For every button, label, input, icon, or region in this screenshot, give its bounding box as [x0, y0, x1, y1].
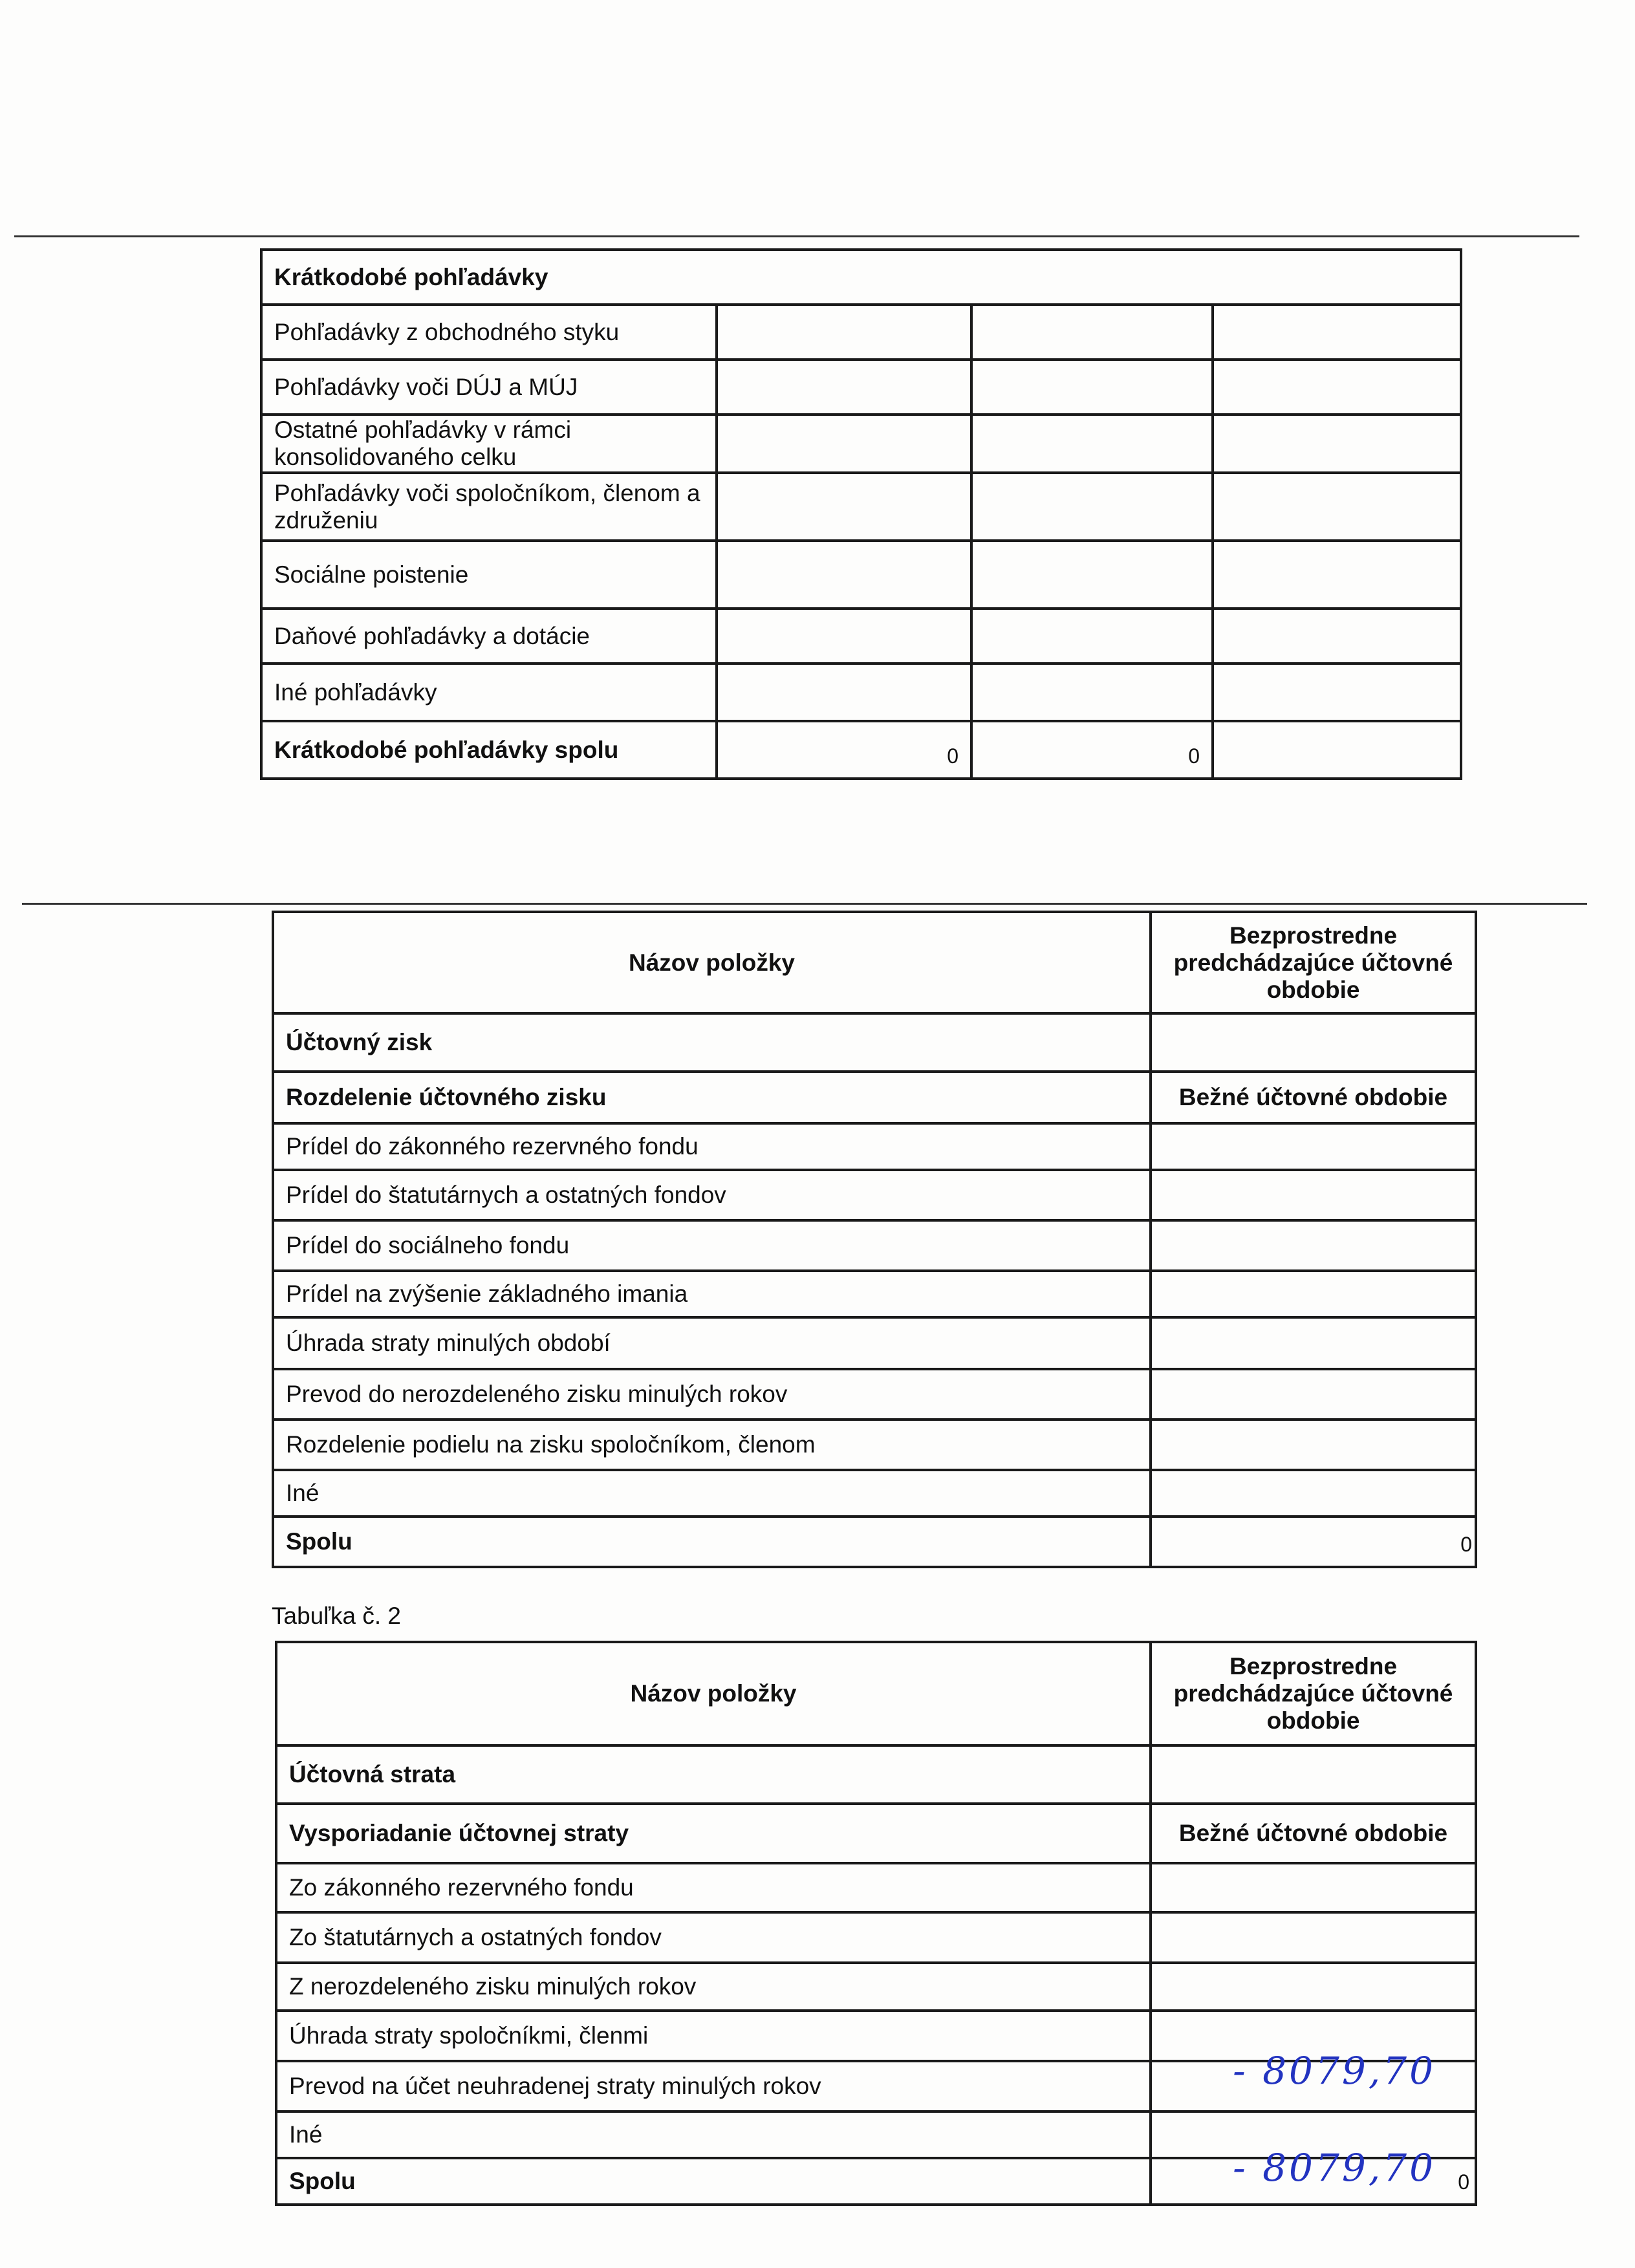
table-row: Prevod na účet neuhradenej straty minulých rokov - 8079,70 — [276, 2061, 1476, 2111]
table-row: Iné — [273, 1470, 1476, 1517]
column-header-name: Názov položky — [276, 1642, 1151, 1745]
loss-label: Účtovná strata — [276, 1745, 1151, 1804]
separator-line — [22, 903, 1587, 905]
table-row: Prídel do sociálneho fondu — [273, 1220, 1476, 1271]
table-row: Sociálne poistenie — [261, 541, 1461, 609]
total-row: Spolu - 8079,70 0 — [276, 2158, 1476, 2205]
profit-label: Účtovný zisk — [273, 1013, 1151, 1072]
printed-total: 0 — [1458, 2170, 1469, 2194]
table-header: Krátkodobé pohľadávky — [261, 250, 1461, 305]
table-row: Úhrada straty spoločníkmi, členmi — [276, 2011, 1476, 2061]
table-row: Iné — [276, 2111, 1476, 2158]
table-row: Daňové pohľadávky a dotácie — [261, 609, 1461, 664]
table-row: Iné pohľadávky — [261, 664, 1461, 721]
table-row: Rozdelenie podielu na zisku spoločníkom, členom — [273, 1420, 1476, 1470]
loss-settlement-table — [275, 1641, 1477, 2206]
column-header-previous: Bezprostredne predchádzajúce účtovné obdobie — [1151, 1642, 1476, 1745]
settlement-label: Vysporiadanie účtovnej straty — [276, 1804, 1151, 1863]
table-row: Prídel do štatutárnych a ostatných fondov — [273, 1170, 1476, 1220]
column-header-previous: Bezprostredne predchádzajúce účtovné obdobie — [1151, 912, 1476, 1013]
column-header-current: Bežné účtovné obdobie — [1151, 1804, 1476, 1863]
separator-line — [14, 235, 1579, 237]
distribution-label: Rozdelenie účtovného zisku — [273, 1072, 1151, 1123]
table-row: Pohľadávky z obchodného styku — [261, 305, 1461, 360]
handwritten-total: - 8079,70 — [1233, 2146, 1436, 2190]
short-term-receivables-table — [260, 248, 1462, 780]
table-row: Pohľadávky voči spoločníkom, členom a združeniu — [261, 473, 1461, 541]
table-caption: Tabuľka č. 2 — [272, 1603, 402, 1629]
table-row: Prevod do nerozdeleného zisku minulých rokov — [273, 1369, 1476, 1420]
table-row: Pohľadávky voči DÚJ a MÚJ — [261, 360, 1461, 415]
table-row: Prídel na zvýšenie základného imania — [273, 1271, 1476, 1317]
table-row: Z nerozdeleného zisku minulých rokov — [276, 1963, 1476, 2011]
table-row: Ostatné pohľadávky v rámci konsolidovaného celku — [261, 415, 1461, 473]
total-row: Krátkodobé pohľadávky spolu 0 0 — [261, 721, 1461, 779]
table-row: Prídel do zákonného rezervného fondu — [273, 1123, 1476, 1170]
total-row: Spolu 0 — [273, 1517, 1476, 1567]
column-header-current: Bežné účtovné obdobie — [1151, 1072, 1476, 1123]
handwritten-value: - 8079,70 — [1233, 2049, 1436, 2093]
profit-distribution-table — [272, 911, 1477, 1568]
table-row: Úhrada straty minulých období — [273, 1317, 1476, 1369]
table-row: Zo štatutárnych a ostatných fondov — [276, 1912, 1476, 1963]
table-row: Zo zákonného rezervného fondu — [276, 1863, 1476, 1912]
column-header-name: Názov položky — [273, 912, 1151, 1013]
